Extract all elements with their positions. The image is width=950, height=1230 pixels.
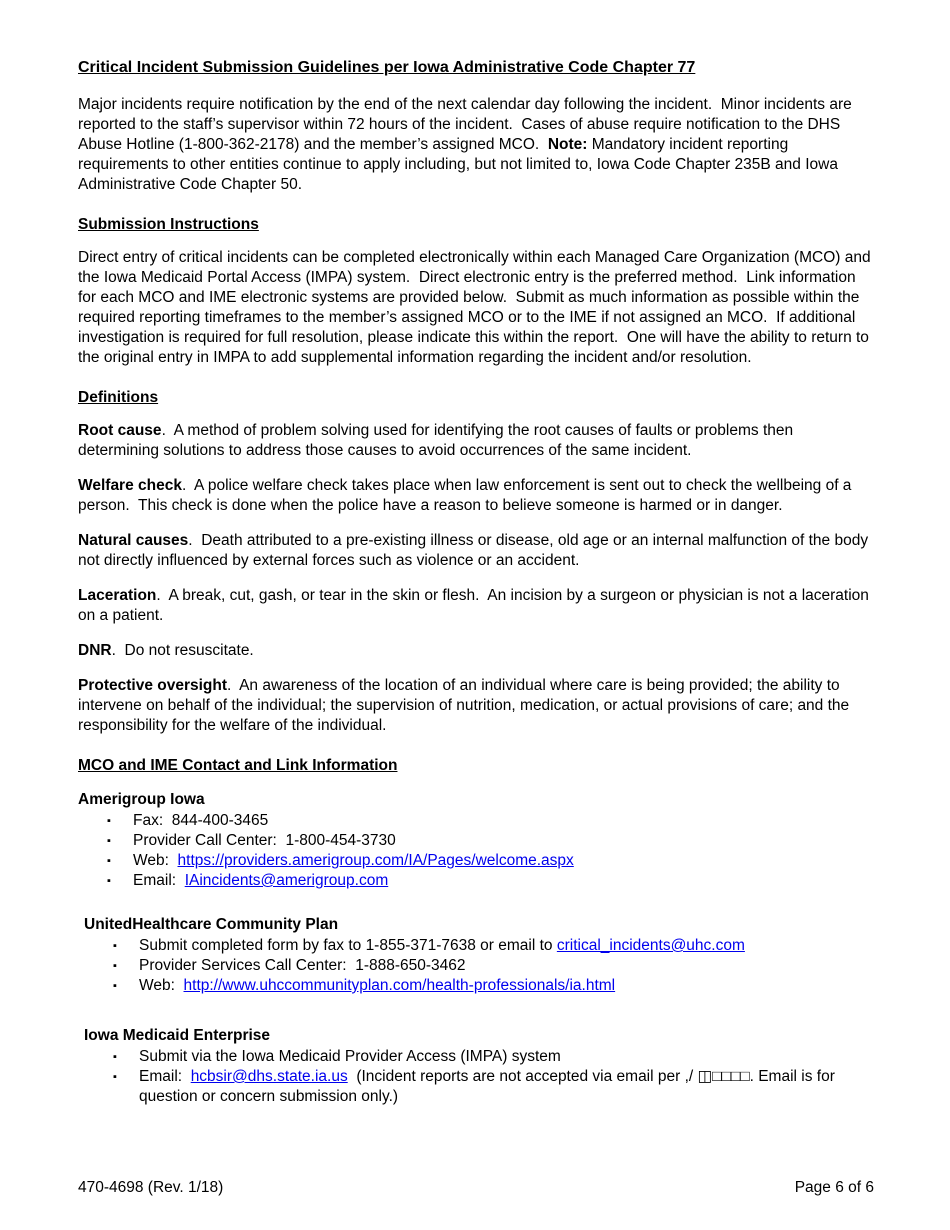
- web-label: Web:: [139, 977, 184, 994]
- org-name-uhc: UnitedHealthcare Community Plan: [84, 916, 339, 933]
- contact-block-uhc: [84, 915, 874, 996]
- page-number: Page 6 of 6: [794, 1179, 874, 1196]
- intro-text: Major incidents require notification by the end of the next calendar day following the incident. Minor incidents are reported to the staff’s supervisor within 72 hours of the incident. Cases of abuse require notification to the DHS Abuse Hotline (1-800-362-2178) and the member’s assigned MCO.: [78, 96, 857, 153]
- org-name-ime: Iowa Medicaid Enterprise: [84, 1027, 271, 1044]
- amerigroup-web-link[interactable]: https://providers.amerigroup.com/IA/Pages/welcome.aspx: [177, 852, 574, 869]
- bullet-icon: ▪: [107, 855, 111, 867]
- definition-root-cause: [78, 421, 874, 461]
- submission-instructions-paragraph: Direct entry of critical incidents can be completed electronically within each Managed Care Organization (MCO) and the Iowa Medicaid Portal Access (IMPA) system. Direct electronic entry is the preferred method. Link information for each MCO and IME electronic systems are provided below. Submit as much information as possible within the required reporting timeframes to the member’s assigned MCO or to the IME if not assigned an MCO. If additional investigation is required for full resolution, please indicate this within the report. One will have the ability to return to the original entry in IMPA to add supplemental information regarding the incident and/or resolution.: [78, 249, 875, 366]
- uhc-contact-list: [84, 936, 874, 996]
- bullet-icon: ▪: [113, 940, 117, 952]
- call-center-text: Provider Call Center: 1-800-454-3730: [133, 832, 396, 849]
- submission-instructions-heading: Submission Instructions: [78, 216, 259, 233]
- page-title: Critical Incident Submission Guidelines per Iowa Administrative Code Chapter 77: [78, 59, 696, 76]
- definition-text: . A method of problem solving used for identifying the root causes of faults or problems then determining solutions to address those causes to avoid occurrences of the same incident.: [78, 422, 798, 459]
- email-label: Email:: [139, 1068, 191, 1085]
- definition-term: Laceration: [78, 587, 157, 604]
- contact-block-amerigroup: [78, 790, 874, 891]
- uhc-web-link[interactable]: http://www.uhccommunityplan.com/health-professionals/ia.html: [183, 977, 616, 994]
- list-item-call-center: [78, 831, 874, 851]
- list-item-fax: [78, 811, 874, 831]
- definition-text: . Do not resuscitate.: [111, 642, 254, 659]
- definition-term: Root cause: [78, 422, 162, 439]
- definition-laceration: [78, 586, 874, 626]
- bullet-icon: ▪: [107, 815, 111, 827]
- org-name-amerigroup: Amerigroup Iowa: [78, 791, 205, 808]
- list-item-web: [78, 851, 874, 871]
- page-footer: [78, 1178, 874, 1198]
- form-number: 470-4698 (Rev. 1/18): [78, 1179, 224, 1196]
- email-label: Email:: [133, 872, 185, 889]
- web-label: Web:: [133, 852, 178, 869]
- definition-natural-causes: [78, 531, 874, 571]
- definition-text: . A police welfare check takes place when law enforcement is sent out to check the wellbeing of a person. This check is done when the police have a reason to believe someone is harmed or in danger.: [78, 477, 856, 514]
- list-item-email: [84, 1067, 874, 1107]
- definition-term: DNR: [78, 642, 112, 659]
- list-item-impa: [84, 1047, 874, 1067]
- impa-submit-text: Submit via the Iowa Medicaid Provider Access (IMPA) system: [139, 1048, 561, 1065]
- definition-term: Welfare check: [78, 477, 182, 494]
- fax-text: Fax: 844-400-3465: [133, 812, 269, 829]
- call-center-text: Provider Services Call Center: 1-888-650-3462: [139, 957, 466, 974]
- ime-email-link[interactable]: hcbsir@dhs.state.ia.us: [190, 1068, 348, 1085]
- ime-contact-list: [84, 1047, 874, 1107]
- definitions-heading: Definitions: [78, 389, 159, 406]
- list-item-call-center: [84, 956, 874, 976]
- intro-note-label: Note:: [547, 136, 588, 153]
- uhc-email-link[interactable]: critical_incidents@uhc.com: [556, 937, 745, 954]
- amerigroup-contact-list: [78, 811, 874, 891]
- bullet-icon: ▪: [113, 1071, 117, 1083]
- bullet-icon: ▪: [107, 875, 111, 887]
- bullet-icon: ▪: [107, 835, 111, 847]
- intro-paragraph: [78, 95, 874, 195]
- list-item-email: [78, 871, 874, 891]
- fax-submit-text: Submit completed form by fax to 1-855-371-7638 or email to: [139, 937, 557, 954]
- definition-welfare-check: [78, 476, 874, 516]
- email-note-text: (Incident reports are not accepted via email per ,/ ◫□□□□. Email is for question or concern submission only.): [139, 1068, 840, 1105]
- definition-text: . An awareness of the location of an individual where care is being provided; the ability to intervene on behalf of the individual; the supervision of nutrition, medication, or actual provisions of care; and the responsibility for the welfare of the individual.: [78, 677, 854, 734]
- list-item-fax-email: [84, 936, 874, 956]
- definition-protective-oversight: [78, 676, 874, 736]
- amerigroup-email-link[interactable]: IAincidents@amerigroup.com: [184, 872, 389, 889]
- bullet-icon: ▪: [113, 1051, 117, 1063]
- definition-term: Natural causes: [78, 532, 189, 549]
- bullet-icon: ▪: [113, 980, 117, 992]
- definition-dnr: [78, 641, 874, 661]
- contact-block-ime: [84, 1026, 874, 1107]
- definition-text: . Death attributed to a pre-existing illness or disease, old age or an internal malfunction of the body not directly influenced by external forces such as violence or an accident.: [78, 532, 873, 569]
- intro-text-after-note: Mandatory incident reporting requirements to other entities continue to apply including, but not limited to, Iowa Code Chapter 235B and Iowa Administrative Code Chapter 50.: [78, 136, 842, 193]
- contacts-heading: MCO and IME Contact and Link Information: [78, 757, 398, 774]
- list-item-web: [84, 976, 874, 996]
- definition-term: Protective oversight: [78, 677, 228, 694]
- bullet-icon: ▪: [113, 960, 117, 972]
- definition-text: . A break, cut, gash, or tear in the skin or flesh. An incision by a surgeon or physician is not a laceration on a patient.: [78, 587, 874, 624]
